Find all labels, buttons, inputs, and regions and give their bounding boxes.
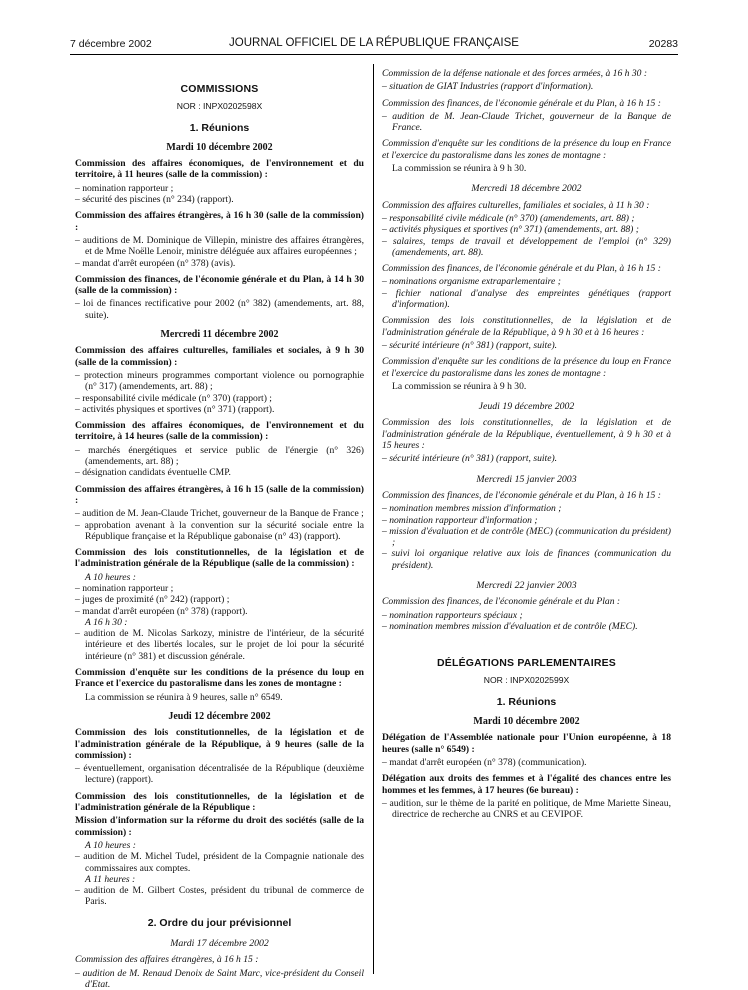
right-column — [382, 68, 671, 820]
meeting-note: La commission se réunira à 9 h 30. — [392, 163, 527, 175]
subsection-title: 1. Réunions — [496, 695, 557, 708]
time-label: A 16 h 30 : — [85, 616, 128, 628]
left-column — [75, 68, 364, 990]
agenda-item: – nominations organisme extraparlementaire ; — [382, 276, 561, 288]
entry-heading: Commission des lois constitutionnelles, de la législation et de l'administration générale de la République : — [75, 790, 364, 814]
agenda-item: – nomination rapporteur d'information ; — [382, 514, 538, 526]
entry-heading: Mission d'information sur la réforme du droit des sociétés (salle de la commission) : — [75, 815, 364, 838]
agenda-item: – nomination membres mission d'information ; — [382, 503, 562, 515]
agenda-item: – suivi loi organique relative aux lois de finances (communication du président). — [382, 548, 671, 571]
column-divider — [373, 64, 374, 974]
subsection-title: 2. Ordre du jour prévisionnel — [147, 916, 292, 929]
agenda-item: – sécurité intérieure (n° 381) (rapport, suite). — [382, 453, 558, 465]
section-title-commissions: COMMISSIONS — [180, 83, 259, 95]
time-label: A 10 heures : — [85, 839, 136, 851]
entry-heading: Commission des finances, de l'économie générale et du Plan, à 16 h 15 : — [382, 97, 661, 109]
agenda-item: – sécurité intérieure (n° 381) (rapport, suite). — [382, 339, 558, 351]
agenda-item: – loi de finances rectificative pour 2002 (n° 382) (amendements, art. 88, suite). — [75, 298, 364, 321]
agenda-item: – salaires, temps de travail et développement de l'emploi (n° 329) (amendements, art. 88). — [382, 235, 671, 258]
agenda-item: – responsabilité civile médicale (n° 370) (rapport) ; — [75, 392, 272, 404]
entry-heading: Commission des affaires culturelles, familiales et sociales, à 9 h 30 (salle de la commission) : — [75, 345, 364, 368]
agenda-item: – protection mineurs programmes comportant violence ou pornographie (n° 317) (amendements, art. 88) ; — [75, 369, 364, 393]
header-date: 7 décembre 2002 — [70, 38, 152, 50]
section-title-delegations: DÉLÉGATIONS PARLEMENTAIRES — [436, 657, 617, 670]
page-header — [70, 38, 678, 52]
agenda-item: – sécurité des piscines (n° 234) (rapport). — [75, 194, 234, 206]
entry-heading: Commission des finances, de l'économie générale et du Plan, à 14 h 30 (salle de la commission) : — [75, 273, 364, 297]
agenda-item: – marchés énergétiques et service public de l'énergie (n° 326) (amendements, art. 88) ; — [75, 444, 364, 468]
agenda-item: – éventuellement, organisation décentralisée de la République (deuxième lecture) (rapport). — [75, 763, 364, 786]
entry-heading: Commission des lois constitutionnelles, de la législation et de l'administration générale de la République, à 9 heures (salle de la commission) : — [75, 727, 364, 761]
entry-heading: Commission des affaires culturelles, familiales et sociales, à 11 h 30 : — [382, 199, 650, 211]
meeting-note: La commission se réunira à 9 h 30. — [392, 380, 527, 392]
day-heading: Mardi 10 décembre 2002 — [473, 716, 580, 728]
day-heading: Mercredi 11 décembre 2002 — [160, 329, 279, 341]
time-label: A 11 heures : — [85, 873, 136, 885]
entry-heading: Commission des finances, de l'économie générale et du Plan, à 16 h 15 : — [382, 489, 661, 501]
entry-heading: Commission des finances, de l'économie générale et du Plan : — [382, 596, 621, 608]
agenda-item: – audition de M. Michel Tudel, président de la Compagnie nationale des commissaires aux comptes. — [75, 851, 364, 874]
agenda-item: – mandat d'arrêt européen (n° 378) (avis). — [75, 257, 236, 269]
subsection-title: 1. Réunions — [189, 121, 250, 134]
day-heading: Jeudi 12 décembre 2002 — [168, 710, 271, 722]
agenda-item: – activités physiques et sportives (n° 371) (amendements, art. 88) ; — [382, 224, 639, 236]
header-page-number: 20283 — [648, 38, 678, 50]
agenda-item: – audition, sur le thème de la parité en politique, de Mme Mariette Sineau, directrice de recherche au CNRS et au CEVIPOF. — [382, 797, 671, 821]
agenda-item: – approbation avenant à la convention sur la sécurité sociale entre la République française et la République gabonaise (n° 43) (rapport). — [75, 519, 364, 542]
agenda-item: – responsabilité civile médicale (n° 370) (amendements, art. 88) ; — [382, 212, 635, 224]
day-heading: Jeudi 19 décembre 2002 — [478, 401, 575, 413]
header-rule — [70, 54, 678, 55]
agenda-item: – audition de M. Nicolas Sarkozy, ministre de l'intérieur, de la sécurité intérieure et des libertés locales, sur le projet de loi pour la sécurité intérieure (n° 381) et discussion générale. — [75, 628, 364, 662]
entry-heading: Commission des lois constitutionnelles, de la législation et de l'administration générale de la République, à 9 h 30 et à 16 heures : — [382, 315, 671, 338]
day-heading: Mercredi 22 janvier 2003 — [476, 579, 577, 591]
entry-heading: Commission des affaires économiques, de l'environnement et du territoire, à 11 heures (salle de la commission) : — [75, 158, 364, 181]
agenda-item: – audition de M. Jean-Claude Trichet, gouverneur de la Banque de France ; — [75, 508, 364, 520]
agenda-item: – activités physiques et sportives (n° 371) (rapport). — [75, 403, 275, 415]
entry-heading: Commission des affaires étrangères, à 16 h 15 (salle de la commission) : — [75, 483, 364, 506]
agenda-item: – mandat d'arrêt européen (n° 378) (rapport). — [75, 605, 248, 617]
entry-heading: Délégation de l'Assemblée nationale pour l'Union européenne, à 18 heures (salle n° 6549) : — [382, 732, 671, 755]
entry-heading: Commission des lois constitutionnelles, de la législation et de l'administration générale de la République (salle de la commission) : — [75, 547, 364, 570]
agenda-item: – juges de proximité (n° 242) (rapport) ; — [75, 594, 230, 606]
agenda-item: – mandat d'arrêt européen (n° 378) (communication). — [382, 756, 587, 768]
day-heading: Mercredi 18 décembre 2002 — [471, 183, 582, 195]
agenda-item: – désignation candidats éventuelle CMP. — [75, 467, 231, 479]
entry-heading: Commission des finances, de l'économie générale et du Plan, à 16 h 15 : — [382, 263, 661, 275]
agenda-item: – audition de M. Gilbert Costes, président du tribunal de commerce de Paris. — [75, 885, 364, 908]
day-heading: Mardi 17 décembre 2002 — [170, 938, 269, 949]
agenda-item: – nomination rapporteur ; — [75, 182, 174, 194]
header-title: JOURNAL OFFICIEL DE LA RÉPUBLIQUE FRANÇAISE — [229, 37, 519, 49]
entry-heading: Commission d'enquête sur les conditions de la présence du loup en France et l'exercice du pastoralisme dans les zones de montagne : — [382, 138, 671, 161]
day-heading: Mercredi 15 janvier 2003 — [476, 473, 577, 485]
agenda-item: – mission d'évaluation et de contrôle (MEC) (communication du président) ; — [382, 525, 671, 549]
entry-heading: Commission des affaires économiques, de l'environnement et du territoire, à 14 heures (salle de la commission) : — [75, 420, 364, 443]
agenda-item: – nomination rapporteurs spéciaux ; — [382, 609, 523, 621]
entry-heading: Commission de la défense nationale et des forces armées, à 16 h 30 : — [382, 68, 648, 79]
agenda-item: – audition de M. Renaud Denoix de Saint Marc, vice-président du Conseil d'Etat. — [75, 967, 364, 990]
nor-reference: NOR : INPX0202598X — [176, 101, 263, 112]
entry-heading: Commission des affaires étrangères, à 16 h 30 (salle de la commission) : — [75, 210, 364, 233]
day-heading: Mardi 10 décembre 2002 — [166, 141, 273, 153]
agenda-item: – situation de GIAT Industries (rapport d'information). — [382, 81, 594, 93]
time-label: A 10 heures : — [85, 571, 136, 583]
entry-heading: Délégation aux droits des femmes et à l'égalité des chances entre les hommes et les femmes, à 17 heures (6e bureau) : — [382, 773, 671, 796]
entry-heading: Commission d'enquête sur les conditions de la présence du loup en France et l'exercice du pastoralisme dans les zones de montagne : — [382, 356, 671, 379]
entry-heading: Commission d'enquête sur les conditions de la présence du loup en France et l'exercice du pastoralisme dans les zones de montagne : — [75, 667, 364, 690]
entry-heading: Commission des affaires étrangères, à 16 h 15 : — [75, 954, 259, 966]
agenda-item: – fichier national d'analyse des empreintes génétiques (rapport d'information). — [382, 287, 671, 311]
nor-reference: NOR : INPX0202599X — [483, 675, 570, 686]
agenda-item: – audition de M. Jean-Claude Trichet, gouverneur de la Banque de France. — [382, 110, 671, 134]
agenda-item: – nomination membres mission d'évaluation et de contrôle (MEC). — [382, 620, 638, 632]
agenda-item: – auditions de M. Dominique de Villepin, ministre des affaires étrangères, et de Mme Noëlle Lenoir, ministre déléguée aux affaires européennes ; — [75, 234, 364, 258]
entry-heading: Commission des lois constitutionnelles, de la législation et de l'administration générale de la République, éventuellement, à 9 h 30 et à 15 heures : — [382, 417, 671, 452]
meeting-note: La commission se réunira à 9 heures, salle n° 6549. — [85, 691, 283, 703]
agenda-item: – nomination rapporteur ; — [75, 582, 174, 594]
